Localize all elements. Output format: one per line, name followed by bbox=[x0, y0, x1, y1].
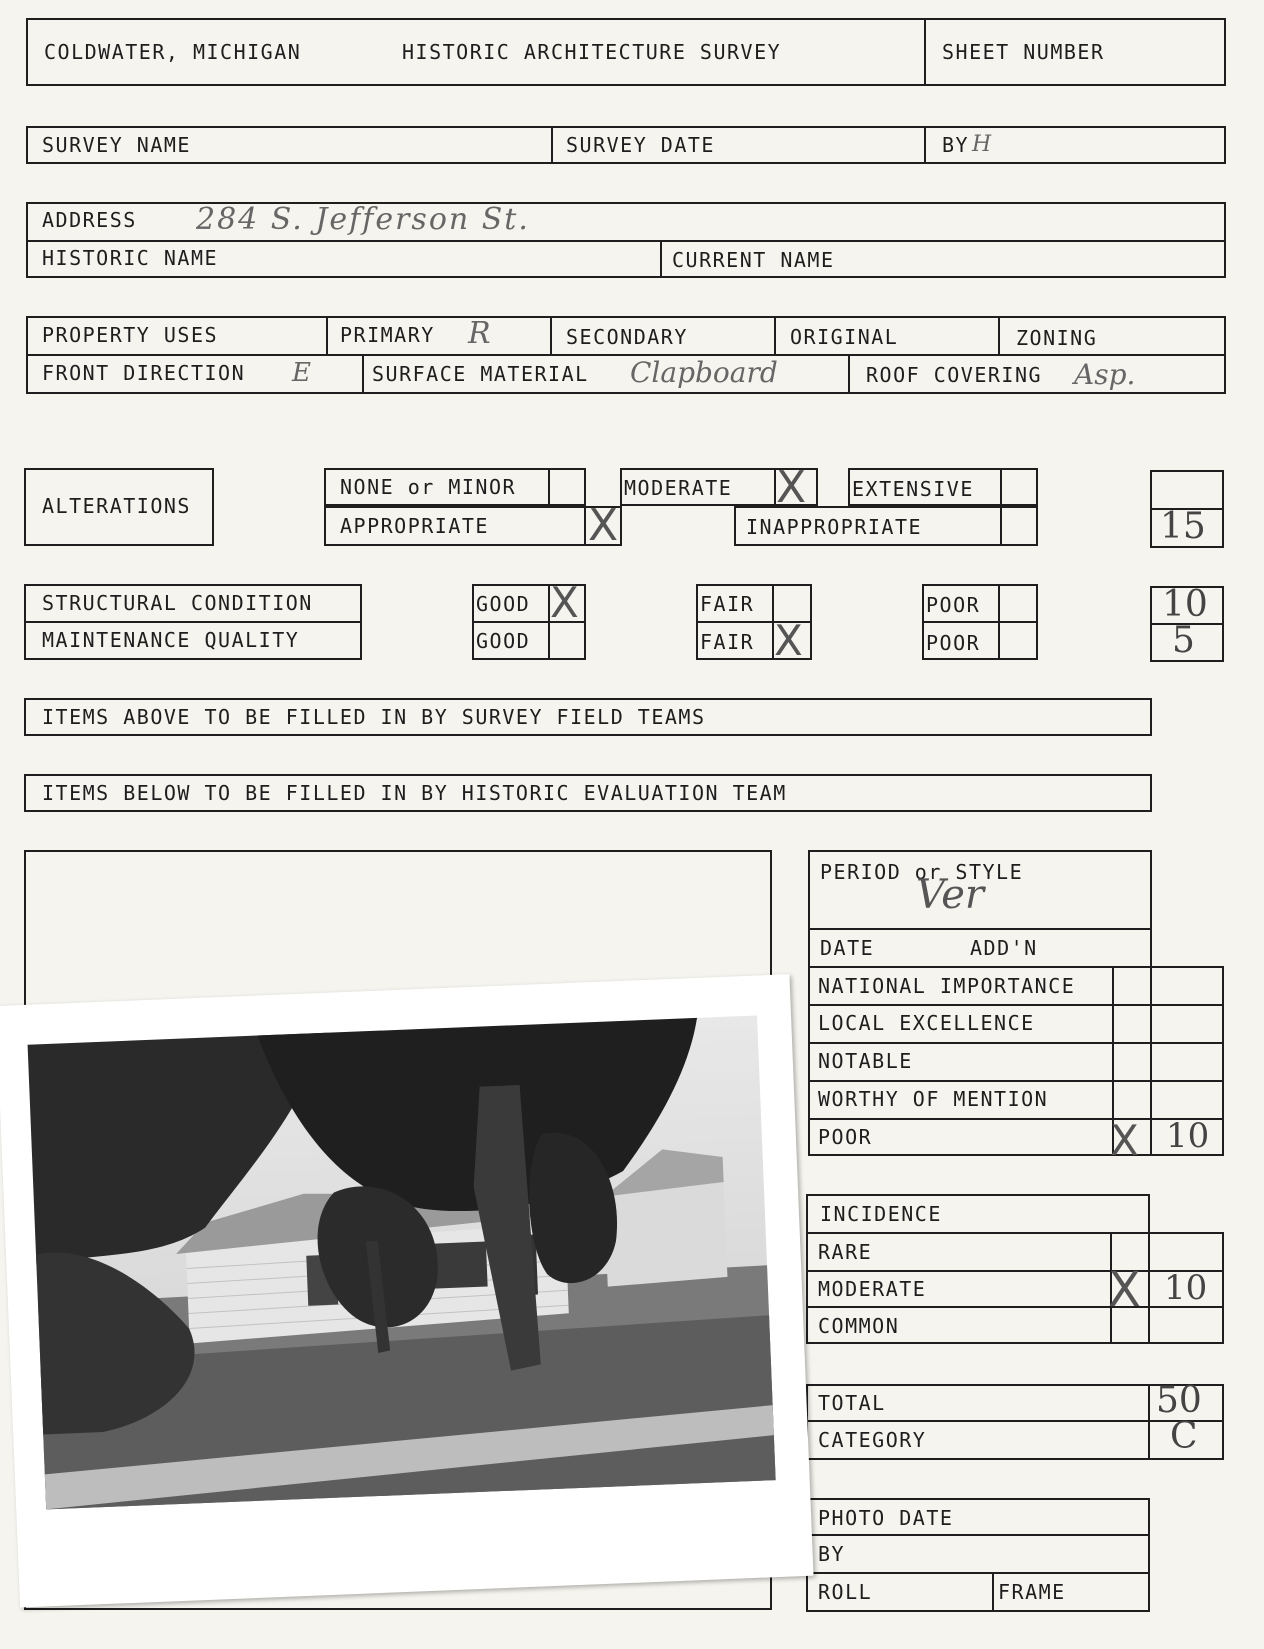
inappropriate-check-divider bbox=[1000, 506, 1002, 546]
extensive-check-divider bbox=[1000, 468, 1002, 506]
incidence-moderate: MODERATE bbox=[818, 1277, 927, 1301]
frame-label: FRAME bbox=[998, 1580, 1066, 1604]
property-uses-label: PROPERTY USES bbox=[42, 323, 219, 347]
appropriate-label: APPROPRIATE bbox=[340, 514, 489, 538]
roll-label: ROLL bbox=[818, 1580, 873, 1604]
rating-local-excellence: LOCAL EXCELLENCE bbox=[818, 1011, 1035, 1035]
good-maintenance-label: GOOD bbox=[476, 629, 531, 653]
incidence-common: COMMON bbox=[818, 1314, 900, 1338]
incidence-moderate-score: 10 bbox=[1164, 1268, 1208, 1308]
incidence-col-2 bbox=[1148, 1232, 1150, 1344]
rating-poor-check-mark: X bbox=[1110, 1116, 1139, 1165]
property-div-5 bbox=[362, 354, 364, 394]
primary-value: R bbox=[468, 316, 491, 351]
totals-col bbox=[1148, 1384, 1150, 1460]
secondary-label: SECONDARY bbox=[566, 325, 688, 349]
header-divider bbox=[924, 18, 926, 86]
fair-maintenance-label: FAIR bbox=[700, 630, 755, 654]
poor-check-divider bbox=[998, 584, 1000, 660]
photo-info-row-1 bbox=[806, 1534, 1150, 1536]
survey-by-value: H bbox=[972, 132, 992, 157]
addn-label: ADD'N bbox=[970, 936, 1038, 960]
extensive-label: EXTENSIVE bbox=[852, 477, 974, 501]
poor-maintenance-label: POOR bbox=[926, 631, 981, 655]
inappropriate-label: INAPPROPRIATE bbox=[746, 515, 923, 539]
poor-structural-label: POOR bbox=[926, 593, 981, 617]
zoning-label: ZONING bbox=[1016, 326, 1098, 350]
fair-structural-label: FAIR bbox=[700, 592, 755, 616]
rating-row-1 bbox=[808, 1004, 1224, 1006]
city-label: COLDWATER, MICHIGAN bbox=[44, 40, 302, 64]
rating-national-importance: NATIONAL IMPORTANCE bbox=[818, 974, 1076, 998]
property-hline bbox=[26, 354, 1226, 356]
incidence-label: INCIDENCE bbox=[820, 1202, 942, 1226]
photo-info-col bbox=[992, 1572, 994, 1612]
survey-divider-2 bbox=[924, 126, 926, 164]
roof-covering-label: ROOF COVERING bbox=[866, 363, 1043, 387]
evaluation-team-note: ITEMS BELOW TO BE FILLED IN BY HISTORIC EVALUATION TEAM bbox=[42, 781, 787, 805]
incidence-rare: RARE bbox=[818, 1240, 873, 1264]
rating-poor: POOR bbox=[818, 1125, 873, 1149]
rating-row-3 bbox=[808, 1080, 1224, 1082]
survey-by-label: BY bbox=[942, 133, 970, 157]
maintenance-quality-label: MAINTENANCE QUALITY bbox=[42, 628, 300, 652]
maintenance-score: 5 bbox=[1172, 620, 1195, 661]
primary-label: PRIMARY bbox=[340, 323, 435, 347]
moderate-check-mark: X bbox=[776, 462, 807, 513]
survey-divider-1 bbox=[551, 126, 553, 164]
photo-date-label: PHOTO DATE bbox=[818, 1506, 954, 1530]
incidence-row-2 bbox=[806, 1306, 1224, 1308]
surface-material-value: Clapboard bbox=[630, 356, 778, 389]
rating-poor-score: 10 bbox=[1166, 1116, 1210, 1156]
property-div-6 bbox=[848, 354, 850, 394]
condition-label-divider bbox=[24, 621, 362, 623]
survey-name-label: SURVEY NAME bbox=[42, 133, 191, 157]
property-div-4 bbox=[998, 316, 1000, 354]
rating-col-2 bbox=[1150, 966, 1152, 1156]
total-label: TOTAL bbox=[818, 1391, 886, 1415]
front-direction-value: E bbox=[292, 358, 311, 388]
structural-score: 10 bbox=[1162, 584, 1208, 625]
front-direction-label: FRONT DIRECTION bbox=[42, 361, 246, 385]
structural-condition-label: STRUCTURAL CONDITION bbox=[42, 591, 313, 615]
alterations-label: ALTERATIONS bbox=[42, 494, 191, 518]
property-div-3 bbox=[774, 316, 776, 354]
rating-worthy-of-mention: WORTHY OF MENTION bbox=[818, 1087, 1049, 1111]
structural-good-check-mark: X bbox=[550, 578, 579, 627]
incidence-row-1 bbox=[806, 1270, 1224, 1272]
maintenance-fair-check-mark: X bbox=[774, 616, 803, 665]
roof-covering-value: Asp. bbox=[1074, 358, 1136, 391]
photo-info-row-2 bbox=[806, 1572, 1150, 1574]
appropriate-check-mark: X bbox=[588, 500, 619, 551]
category-value: C bbox=[1170, 1416, 1198, 1457]
address-value: 284 S. Jefferson St. bbox=[196, 202, 530, 237]
moderate-label: MODERATE bbox=[624, 476, 733, 500]
none-minor-label: NONE or MINOR bbox=[340, 475, 517, 499]
incidence-moderate-check-mark: X bbox=[1108, 1262, 1141, 1318]
house-photo-image bbox=[0, 974, 814, 1607]
poor-divider bbox=[922, 621, 1038, 623]
sheet-number-label: SHEET NUMBER bbox=[942, 40, 1105, 64]
survey-title: HISTORIC ARCHITECTURE SURVEY bbox=[402, 40, 782, 64]
period-label: PERIOD or STYLE bbox=[820, 860, 1024, 884]
surface-material-label: SURFACE MATERIAL bbox=[372, 362, 589, 386]
historic-name-label: HISTORIC NAME bbox=[42, 246, 219, 270]
address-label: ADDRESS bbox=[42, 208, 137, 232]
address-divider bbox=[660, 240, 662, 278]
field-teams-note: ITEMS ABOVE TO BE FILLED IN BY SURVEY FIELD TEAMS bbox=[42, 705, 706, 729]
none-minor-check-divider bbox=[548, 468, 550, 506]
good-structural-label: GOOD bbox=[476, 592, 531, 616]
survey-date-label: SURVEY DATE bbox=[566, 133, 715, 157]
rating-row-2 bbox=[808, 1042, 1224, 1044]
rating-row-4 bbox=[808, 1118, 1224, 1120]
period-date-divider bbox=[808, 928, 1152, 930]
photo-by-label: BY bbox=[818, 1542, 846, 1566]
original-label: ORIGINAL bbox=[790, 325, 899, 349]
current-name-label: CURRENT NAME bbox=[672, 248, 835, 272]
property-div-2 bbox=[550, 316, 552, 354]
rating-notable: NOTABLE bbox=[818, 1049, 913, 1073]
property-div-1 bbox=[326, 316, 328, 354]
date-label: DATE bbox=[820, 936, 875, 960]
appropriate-check-divider bbox=[584, 506, 586, 546]
alterations-score: 15 bbox=[1160, 506, 1206, 547]
house-photograph bbox=[0, 974, 814, 1607]
period-value: Ver bbox=[916, 872, 985, 918]
category-label: CATEGORY bbox=[818, 1428, 927, 1452]
total-value: 50 bbox=[1156, 1380, 1202, 1421]
address-hline bbox=[26, 240, 1226, 242]
